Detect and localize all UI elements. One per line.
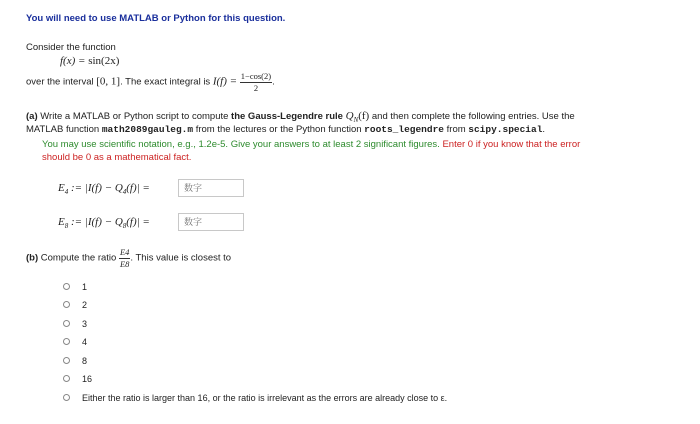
ratio-denominator: E8 [119,258,130,269]
matlab-function-name: math2089gauleg.m [101,124,194,135]
option-8-radio[interactable] [63,357,70,364]
red-instruction-1: Enter 0 if you know that the error [439,139,581,150]
part-a-line-1 [26,110,575,124]
part-b-text-1: Compute the ratio [38,252,119,264]
exact-integral-lhs: I(f) = [212,75,240,88]
qn-symbol: $Q_N(f)$ [345,110,370,125]
part-a-line-2 [26,124,545,135]
part-a-instructions [42,139,580,150]
e4-answer-input[interactable] [178,179,244,197]
green-instruction: You may use scientific notation, e.g., 1.2e-5. Give your answers to at least 2 significant figures. [42,139,440,150]
e8-answer-input[interactable] [178,213,244,231]
part-a-label: (a) [26,111,38,122]
option-1-radio[interactable] [63,283,70,290]
part-a-line2-2: from the lectures or the Python function [193,124,365,135]
e4-formula: $E_4$ := $|I(f) - Q_4(f)|$ = [58,182,150,197]
python-function-name: roots_legendre [364,124,444,135]
function-rhs: sin(2x) [88,55,120,67]
function-lhs: f(x) = [60,55,89,67]
python-module-name: scipy.special [468,124,543,135]
part-a-line2-4: . [542,124,546,135]
interval-text-2: . The exact integral is [120,76,213,88]
option-either-label[interactable]: Either the ratio is larger than 16, or the ratio is irrelevant as the errors are already close to ε. [82,393,448,403]
part-a-bold-text: the Gauss-Legendre rule [231,111,343,122]
interval-sentence [26,72,275,92]
e8-formula: $E_8$ := $|I(f) - Q_8(f)|$ = [58,216,150,231]
ratio-fraction [119,248,130,268]
option-4-label[interactable]: 4 [82,337,88,347]
exact-integral-denominator: 2 [253,82,259,93]
part-a-line2-1: MATLAB function [26,124,102,135]
part-a-text-1: Write a MATLAB or Python script to compute [37,111,232,122]
exact-integral-numerator: 1−cos(2) [240,71,272,81]
option-4-radio[interactable] [63,338,70,345]
question-notice: You will need to use MATLAB or Python for this question. [26,13,286,24]
ratio-numerator: E4 [119,247,130,257]
part-b-text-2: . This value is closest to [130,252,232,264]
option-3-label[interactable]: 3 [82,319,88,329]
option-16-radio[interactable] [63,375,70,382]
option-16-label[interactable]: 16 [82,374,93,384]
part-b-label: (b) [26,252,39,264]
option-2-label[interactable]: 2 [82,300,88,310]
red-instruction-2: should be 0 as a mathematical fact. [42,152,192,163]
part-b-question [26,248,231,268]
option-1-label[interactable]: 1 [82,282,88,292]
option-either-radio[interactable] [63,394,70,401]
function-definition [60,55,119,67]
intro-consider-text: Consider the function [26,42,116,53]
interval-text-1: over the interval [26,76,97,88]
exact-integral-fraction [240,72,272,92]
option-2-radio[interactable] [63,301,70,308]
part-a-text-2: and then complete the following entries. Use the [369,111,575,122]
option-3-radio[interactable] [63,320,70,327]
exact-integral-period: . [272,76,275,88]
option-8-label[interactable]: 8 [82,356,88,366]
part-a-line2-3: from [444,124,469,135]
interval-value: [0, 1] [96,75,121,88]
